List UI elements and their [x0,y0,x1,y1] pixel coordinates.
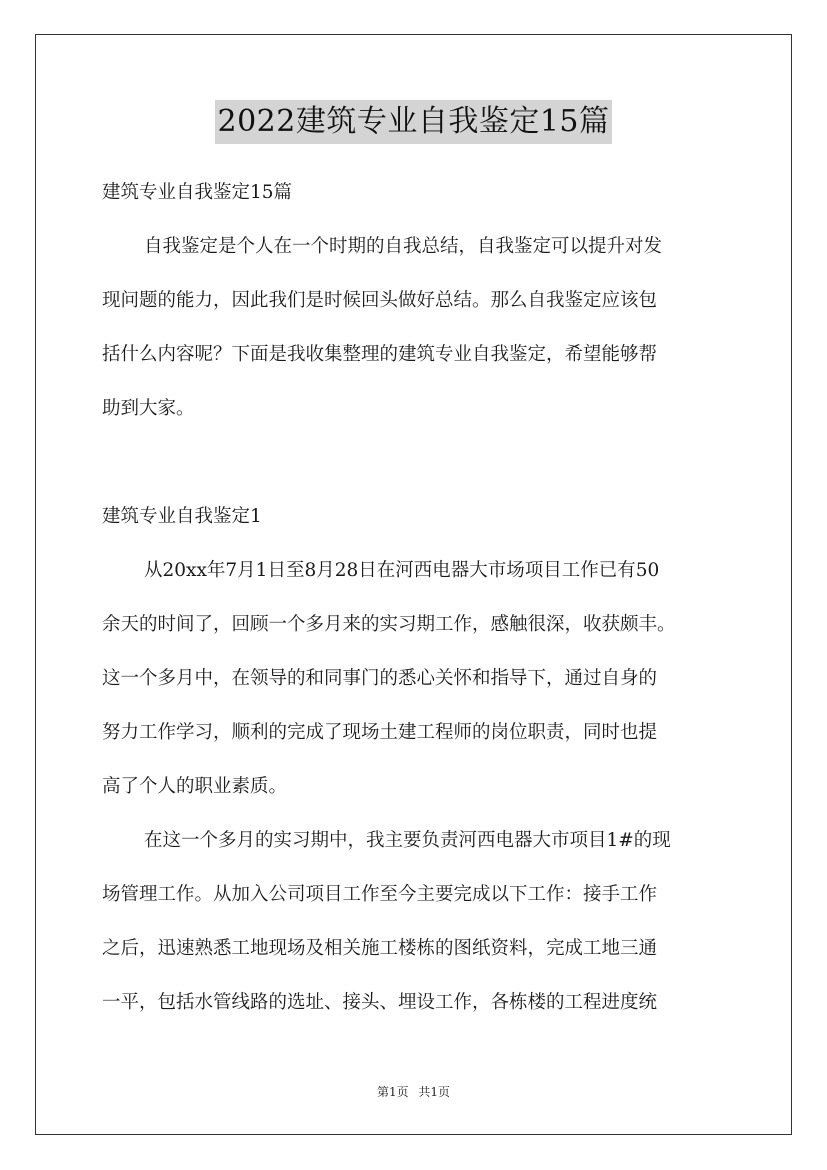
intro-line: 自我鉴定是个人在一个时期的自我总结，自我鉴定可以提升对发 [144,236,663,257]
page-number-total: 共1页 [418,1085,451,1099]
paragraph-line: 余天的时间了，回顾一个多月来的实习期工作，感触很深，收获颇丰。 [102,614,676,635]
paragraph-line: 从20xx年7月1日至8月28日在河西电器大市场项目工作已有50 [144,560,660,581]
paragraph-line: 一平，包括水管线路的选址、接头、埋设工作，各栋楼的工程进度统 [102,992,658,1013]
page-footer [0,1083,827,1101]
paragraph-line: 在这一个多月的实习期中，我主要负责河西电器大市项目1#的现 [144,830,671,851]
intro-line: 助到大家。 [102,398,195,419]
paragraph-line: 这一个多月中，在领导的和同事门的悉心关怀和指导下，通过自身的 [102,668,658,689]
intro-line: 现问题的能力，因此我们是时候回头做好总结。那么自我鉴定应该包 [102,290,658,311]
document-title: 2022建筑专业自我鉴定15篇 [215,100,611,144]
intro-line: 括什么内容呢？下面是我收集整理的建筑专业自我鉴定，希望能够帮 [102,344,658,365]
subtitle: 建筑专业自我鉴定15篇 [102,182,293,203]
paragraph-line: 高了个人的职业素质。 [102,776,288,797]
spacer [102,441,726,495]
title-area [0,100,827,144]
section-heading: 建筑专业自我鉴定1 [102,506,262,527]
paragraph-line: 之后，迅速熟悉工地现场及相关施工楼栋的图纸资料，完成工地三通 [102,938,658,959]
paragraph-line: 努力工作学习，顺利的完成了现场土建工程师的岗位职责，同时也提 [102,722,658,743]
paragraph-line: 场管理工作。从加入公司项目工作至今主要完成以下工作：接手工作 [102,884,658,905]
page-number-current: 第1页 [376,1085,409,1099]
document-body [102,171,726,1035]
